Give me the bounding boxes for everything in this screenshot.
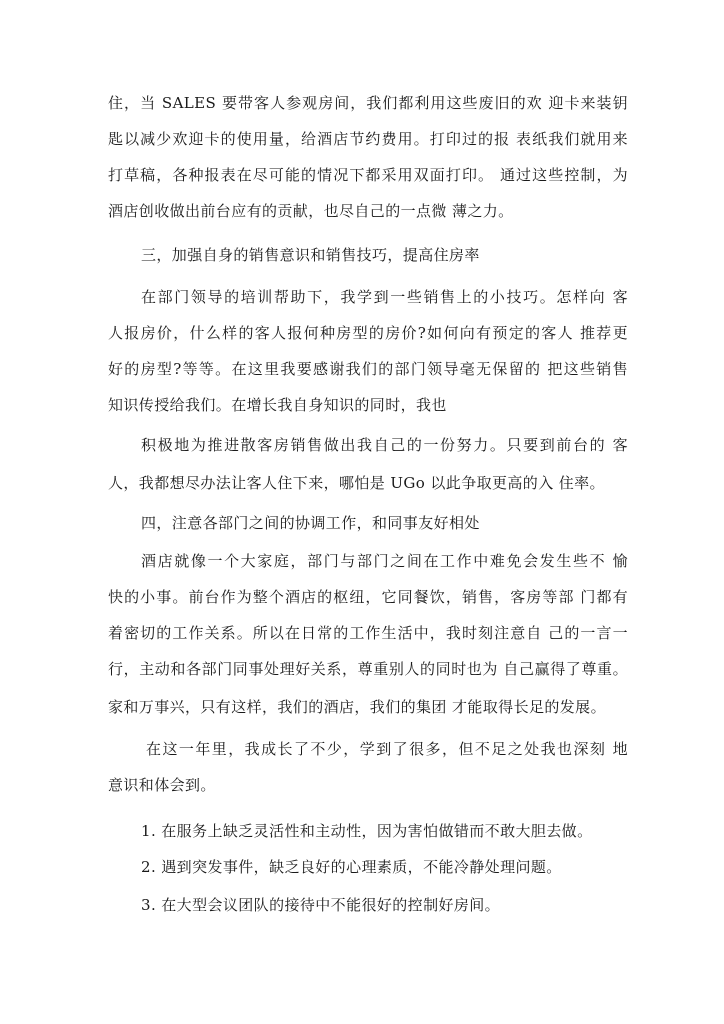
section-heading: 四，注意各部门之间的协调工作，和同事友好相处 bbox=[141, 514, 480, 532]
paragraph-line: 家和万事兴，只有这样，我们的酒店，我们的集团 才能取得长足的发展。 bbox=[108, 698, 606, 716]
section-heading: 三，加强自身的销售意识和销售技巧，提高住房率 bbox=[141, 246, 480, 264]
paragraph-line: 酒店就像一个大家庭，部门与部门之间在工作中难免会发生些不 愉 bbox=[141, 552, 628, 570]
paragraph-line: 打草稿，各种报表在尽可能的情况下都采用双面打印。 通过这些控制，为 bbox=[108, 166, 628, 184]
paragraph-line: 好的房型?等等。在这里我要感谢我们的部门领导毫无保留的 把这些销售 bbox=[108, 360, 628, 378]
paragraph-line: 人，我都想尽办法让客人住下来，哪怕是 UGo 以此争取更高的入 住率。 bbox=[108, 474, 605, 492]
paragraph-line: 着密切的工作关系。所以在日常的工作生活中，我时刻注意自 己的一言一 bbox=[108, 624, 628, 642]
list-item: 3. 在大型会议团队的接待中不能很好的控制好房间。 bbox=[141, 896, 501, 914]
paragraph-line: 行，主动和各部门同事处理好关系，尊重别人的同时也为 自己赢得了尊重。 bbox=[108, 660, 628, 678]
paragraph-line: 知识传授给我们。在增长我自身知识的同时，我也 bbox=[108, 396, 447, 414]
paragraph-line: 在这一年里，我成长了不少，学到了很多，但不足之处我也深刻 地 bbox=[146, 740, 628, 758]
paragraph-line: 住，当 SALES 要带客人参观房间，我们都利用这些废旧的欢 迎卡来装钥 bbox=[108, 94, 628, 112]
paragraph-line: 匙以减少欢迎卡的使用量，给酒店节约费用。打印过的报 表纸我们就用来 bbox=[108, 130, 628, 148]
paragraph-line: 酒店创收做出前台应有的贡献，也尽自己的一点微 薄之力。 bbox=[108, 202, 514, 220]
list-item: 2. 遇到突发事件，缺乏良好的心理素质，不能冷静处理问题。 bbox=[141, 858, 562, 876]
paragraph-line: 积极地为推进散客房销售做出我自己的一份努力。只要到前台的 客 bbox=[141, 436, 628, 454]
paragraph-line: 在部门领导的培训帮助下，我学到一些销售上的小技巧。怎样向 客 bbox=[141, 288, 628, 306]
list-item: 1. 在服务上缺乏灵活性和主动性，因为害怕做错而不敢大胆去做。 bbox=[141, 822, 593, 840]
paragraph-line: 意识和体会到。 bbox=[108, 776, 216, 794]
paragraph-line: 快的小事。前台作为整个酒店的枢纽，它同餐饮，销售，客房等部 门都有 bbox=[108, 588, 628, 606]
paragraph-line: 人报房价，什么样的客人报何种房型的房价?如何向有预定的客人 推荐更 bbox=[108, 324, 628, 342]
